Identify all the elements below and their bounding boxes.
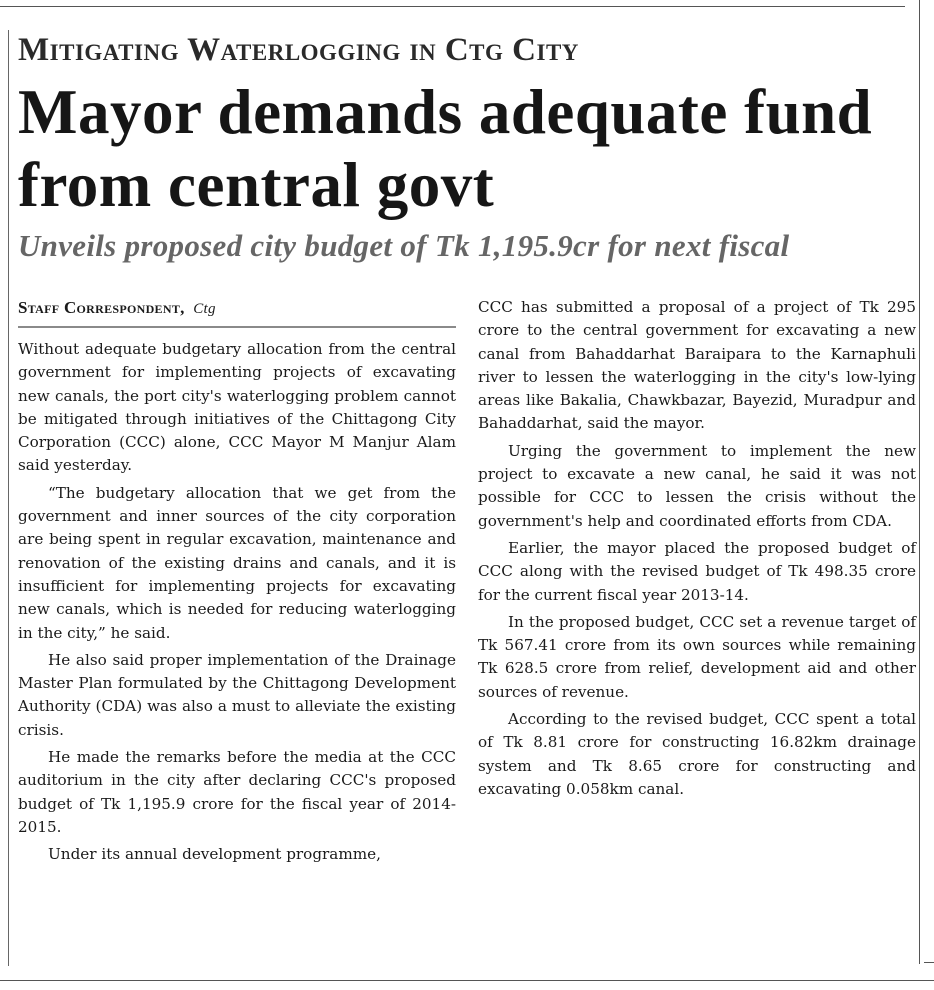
paragraph: Without adequate budgetary allocation from the central government for implementing projects of excavating new canals, the port city's waterlogging problem cannot be mitigated through initiatives of the Chittagong City Corporation (CCC) alone, CCC Mayor M Manjur Alam said yesterday. — [18, 340, 456, 475]
kicker: Mitigating Waterlogging in Ctg City — [18, 32, 579, 68]
byline-author: Staff Correspondent, — [18, 298, 185, 317]
corner-mark — [924, 962, 934, 963]
right-rule — [919, 0, 920, 964]
left-rule — [8, 30, 9, 966]
paragraph: “The budgetary allocation that we get from the government and inner sources of the city corporation are being spent in regular excavation, maintenance and renovation of the existing drains and canals, and it is insufficient for implementing projects for excavating new canals, which is needed for reducing waterlogging in the city,” he said. — [18, 483, 456, 642]
paragraph: He made the remarks before the media at the CCC auditorium in the city after declaring CCC's proposed budget of Tk 1,195.9 crore for the fiscal year of 2014-2015. — [18, 748, 456, 836]
paragraph: According to the revised budget, CCC spent a total of Tk 8.81 crore for constructing 16.82km drainage system and Tk 8.65 crore for constructing and excavating 0.058km canal. — [478, 710, 916, 798]
subheadline: Unveils proposed city budget of Tk 1,195.9cr for next fiscal — [18, 228, 790, 263]
bottom-rule — [0, 980, 934, 981]
paragraph: In the proposed budget, CCC set a revenue target of Tk 567.41 crore from its own sources while remaining Tk 628.5 crore from relief, development aid and other sources of revenue. — [478, 612, 916, 701]
byline-location: Ctg — [193, 301, 216, 317]
paragraph: He also said proper implementation of the Drainage Master Plan formulated by the Chittagong Development Authority (CDA) was also a must to alleviate the existing crisis. — [18, 650, 456, 739]
paragraph: CCC has submitted a proposal of a project of Tk 295 crore to the central government for excavating a new canal from Bahaddarhat Baraipara to the Karnaphuli river to lessen the waterlogging in the city's low-lying areas like Bakalia, Chawkbazar, Bayezid, Muradpur and Bahaddarhat, said the mayor. — [478, 298, 916, 433]
headline: Mayor demands adequate fund from central govt — [18, 77, 873, 220]
top-rule — [0, 6, 905, 7]
paragraph: Urging the government to implement the new project to excavate a new canal, he said it was not possible for CCC to lessen the crisis without the government's help and coordinated efforts from CDA. — [478, 441, 916, 530]
paragraph: Earlier, the mayor placed the proposed budget of CCC along with the revised budget of Tk 498.35 crore for the current fiscal year 2013-14. — [478, 538, 916, 604]
right-column — [478, 296, 916, 805]
paragraph: Under its annual development programme, — [48, 845, 381, 864]
news-article — [18, 30, 916, 864]
byline — [18, 296, 456, 328]
left-column — [18, 296, 456, 871]
